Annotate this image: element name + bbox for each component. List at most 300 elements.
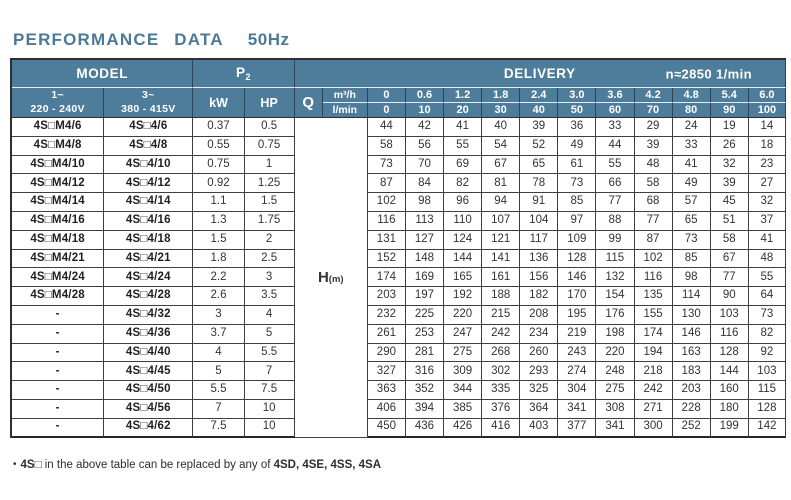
- head-value-cell: 78: [520, 174, 558, 193]
- head-value-cell: 275: [596, 381, 634, 400]
- model-single-phase-cell: 4S□M4/18: [12, 231, 104, 250]
- head-value-cell: 115: [749, 381, 786, 400]
- head-value-cell: 341: [596, 419, 634, 438]
- head-value-cell: 41: [444, 118, 482, 137]
- model-single-phase-cell: 4S□M4/28: [12, 287, 104, 306]
- model-single-phase-cell: 4S□M4/12: [12, 174, 104, 193]
- head-value-cell: 124: [444, 231, 482, 250]
- model-single-phase-cell: -: [12, 325, 104, 344]
- head-value-cell: 327: [368, 362, 406, 381]
- head-value-cell: 242: [635, 381, 673, 400]
- head-value-cell: 55: [596, 156, 634, 175]
- hp-cell: 7: [245, 362, 295, 381]
- head-value-cell: 304: [558, 381, 596, 400]
- head-value-cell: 127: [406, 231, 444, 250]
- model-three-phase-cell: 4S□4/18: [104, 231, 193, 250]
- model-single-phase-cell: -: [12, 381, 104, 400]
- speed-label: n≈2850 1/min: [665, 66, 752, 81]
- model-three-phase-cell: 4S□4/16: [104, 212, 193, 231]
- flow-lmin-value: 90: [711, 103, 749, 118]
- head-value-cell: 116: [635, 268, 673, 287]
- head-value-cell: 268: [482, 344, 520, 363]
- head-value-cell: 77: [635, 212, 673, 231]
- head-value-cell: 135: [635, 287, 673, 306]
- head-value-cell: 232: [368, 306, 406, 325]
- head-value-cell: 436: [406, 419, 444, 438]
- head-value-cell: 416: [482, 419, 520, 438]
- head-value-cell: 77: [596, 193, 634, 212]
- hp-cell: 3: [245, 268, 295, 287]
- head-value-cell: 113: [406, 212, 444, 231]
- head-value-cell: 84: [406, 174, 444, 193]
- kw-cell: 7: [193, 400, 244, 419]
- head-value-cell: 114: [673, 287, 711, 306]
- head-value-cell: 77: [711, 268, 749, 287]
- head-value-cell: 67: [711, 250, 749, 269]
- head-value-cell: 188: [482, 287, 520, 306]
- head-value-cell: 377: [558, 419, 596, 438]
- head-value-cell: 220: [596, 344, 634, 363]
- model-three-phase-cell: 4S□4/12: [104, 174, 193, 193]
- model-three-phase-cell: 4S□4/56: [104, 400, 193, 419]
- head-value-cell: 403: [520, 419, 558, 438]
- head-value-cell: 253: [406, 325, 444, 344]
- head-value-cell: 194: [635, 344, 673, 363]
- head-value-cell: 54: [482, 137, 520, 156]
- head-value-cell: 67: [482, 156, 520, 175]
- head-value-cell: 49: [558, 137, 596, 156]
- flow-m3h-value: 4.8: [673, 88, 711, 103]
- model-three-phase-cell: 4S□4/28: [104, 287, 193, 306]
- p2-subscript: 2: [245, 72, 252, 82]
- table-row: [12, 325, 786, 344]
- performance-table: [10, 58, 786, 438]
- hp-cell: 0.5: [245, 118, 295, 137]
- table-row: [12, 381, 786, 400]
- head-value-cell: 55: [749, 268, 786, 287]
- model-single-phase-cell: 4S□M4/16: [12, 212, 104, 231]
- head-value-cell: 18: [749, 137, 786, 156]
- col-single-phase: [12, 88, 104, 118]
- head-value-cell: 65: [673, 212, 711, 231]
- head-value-cell: 146: [558, 268, 596, 287]
- head-value-cell: 335: [482, 381, 520, 400]
- head-value-cell: 103: [711, 306, 749, 325]
- head-value-cell: 107: [482, 212, 520, 231]
- table-row: [12, 344, 786, 363]
- head-value-cell: 90: [711, 287, 749, 306]
- head-value-cell: 128: [749, 400, 786, 419]
- head-value-cell: 57: [673, 193, 711, 212]
- head-value-cell: 52: [520, 137, 558, 156]
- head-value-cell: 45: [711, 193, 749, 212]
- head-value-cell: 293: [520, 362, 558, 381]
- head-value-cell: 152: [368, 250, 406, 269]
- head-value-cell: 198: [596, 325, 634, 344]
- head-value-cell: 44: [368, 118, 406, 137]
- head-value-cell: 14: [749, 118, 786, 137]
- kw-cell: 5.5: [193, 381, 244, 400]
- hp-cell: 3.5: [245, 287, 295, 306]
- head-value-cell: 61: [558, 156, 596, 175]
- head-value-cell: 103: [749, 362, 786, 381]
- flow-m3h-value: 3.0: [558, 88, 596, 103]
- flow-lmin-value: 50: [558, 103, 596, 118]
- head-value-cell: 44: [596, 137, 634, 156]
- table-row: [12, 306, 786, 325]
- model-three-phase-cell: 4S□4/40: [104, 344, 193, 363]
- head-value-cell: 29: [635, 118, 673, 137]
- head-value-cell: 426: [444, 419, 482, 438]
- head-value-cell: 102: [635, 250, 673, 269]
- head-value-cell: 155: [635, 306, 673, 325]
- head-value-cell: 195: [558, 306, 596, 325]
- page-title: [13, 30, 289, 50]
- head-value-cell: 39: [711, 174, 749, 193]
- head-value-cell: 41: [749, 231, 786, 250]
- flow-m3h-value: 6.0: [749, 88, 786, 103]
- model-three-phase-cell: 4S□4/10: [104, 156, 193, 175]
- head-value-cell: 300: [635, 419, 673, 438]
- head-value-cell: 39: [635, 137, 673, 156]
- hp-cell: 10: [245, 419, 295, 438]
- head-value-cell: 55: [444, 137, 482, 156]
- head-value-cell: 376: [482, 400, 520, 419]
- flow-m3h-value: 4.2: [635, 88, 673, 103]
- head-value-cell: 104: [520, 212, 558, 231]
- head-value-cell: 148: [406, 250, 444, 269]
- head-value-cell: 37: [749, 212, 786, 231]
- flow-lmin-value: 60: [596, 103, 634, 118]
- head-value-cell: 182: [520, 287, 558, 306]
- kw-cell: 2.2: [193, 268, 244, 287]
- head-value-cell: 88: [596, 212, 634, 231]
- head-value-cell: 219: [558, 325, 596, 344]
- head-label-cell: [295, 118, 368, 438]
- model-three-phase-cell: 4S□4/32: [104, 306, 193, 325]
- head-value-cell: 160: [711, 381, 749, 400]
- head-value-cell: 234: [520, 325, 558, 344]
- head-value-cell: 98: [673, 268, 711, 287]
- model-three-phase-cell: 4S□4/24: [104, 268, 193, 287]
- head-value-cell: 48: [635, 156, 673, 175]
- head-value-cell: 406: [368, 400, 406, 419]
- head-value-cell: 70: [406, 156, 444, 175]
- head-value-cell: 32: [749, 193, 786, 212]
- head-value-cell: 33: [596, 118, 634, 137]
- hp-cell: 5: [245, 325, 295, 344]
- flow-m3h-value: 5.4: [711, 88, 749, 103]
- head-value-cell: 192: [444, 287, 482, 306]
- hp-cell: 0.75: [245, 137, 295, 156]
- head-value-cell: 242: [482, 325, 520, 344]
- head-value-cell: 394: [406, 400, 444, 419]
- head-value-cell: 110: [444, 212, 482, 231]
- kw-cell: 5: [193, 362, 244, 381]
- head-value-cell: 165: [444, 268, 482, 287]
- hp-cell: 1: [245, 156, 295, 175]
- model-three-phase-cell: 4S□4/8: [104, 137, 193, 156]
- footnote-text: in the above table can be replaced by any of: [41, 459, 274, 471]
- head-value-cell: 32: [711, 156, 749, 175]
- kw-cell: 2.6: [193, 287, 244, 306]
- head-symbol: H: [317, 268, 329, 286]
- head-value-cell: 42: [406, 118, 444, 137]
- head-value-cell: 92: [749, 344, 786, 363]
- head-value-cell: 73: [558, 174, 596, 193]
- model-three-phase-cell: 4S□4/21: [104, 250, 193, 269]
- head-value-cell: 220: [444, 306, 482, 325]
- head-value-cell: 49: [673, 174, 711, 193]
- model-single-phase-cell: -: [12, 362, 104, 381]
- head-value-cell: 94: [482, 193, 520, 212]
- table-row: [12, 287, 786, 306]
- kw-cell: 1.3: [193, 212, 244, 231]
- head-value-cell: 341: [558, 400, 596, 419]
- table-row: [12, 250, 786, 269]
- head-value-cell: 218: [635, 362, 673, 381]
- head-value-cell: 87: [368, 174, 406, 193]
- phase3-symbol: 3~: [142, 88, 155, 101]
- head-value-cell: 19: [711, 118, 749, 137]
- table-row: [12, 400, 786, 419]
- model-single-phase-cell: -: [12, 306, 104, 325]
- footnote: [13, 459, 381, 471]
- model-single-phase-cell: -: [12, 344, 104, 363]
- bullet-icon: •: [13, 459, 17, 470]
- head-value-cell: 109: [558, 231, 596, 250]
- head-value-cell: 39: [520, 118, 558, 137]
- head-value-cell: 48: [749, 250, 786, 269]
- head-value-cell: 98: [406, 193, 444, 212]
- title-text: PERFORMANCE DATA: [13, 30, 224, 49]
- head-value-cell: 99: [596, 231, 634, 250]
- head-value-cell: 252: [673, 419, 711, 438]
- head-value-cell: 91: [520, 193, 558, 212]
- head-value-cell: 121: [482, 231, 520, 250]
- hp-cell: 1.5: [245, 193, 295, 212]
- head-value-cell: 82: [749, 325, 786, 344]
- head-value-cell: 174: [368, 268, 406, 287]
- head-value-cell: 260: [520, 344, 558, 363]
- table-row: [12, 231, 786, 250]
- head-value-cell: 87: [635, 231, 673, 250]
- col-three-phase: [104, 88, 193, 118]
- header-flow-m3h-row: [12, 88, 786, 103]
- head-value-cell: 199: [711, 419, 749, 438]
- head-value-cell: 141: [482, 250, 520, 269]
- kw-cell: 4: [193, 344, 244, 363]
- head-value-cell: 161: [482, 268, 520, 287]
- head-value-cell: 40: [482, 118, 520, 137]
- head-value-cell: 65: [520, 156, 558, 175]
- head-value-cell: 309: [444, 362, 482, 381]
- head-value-cell: 58: [368, 137, 406, 156]
- head-value-cell: 85: [673, 250, 711, 269]
- flow-m3h-value: 2.4: [520, 88, 558, 103]
- hp-cell: 2: [245, 231, 295, 250]
- flow-m3h-value: 3.6: [596, 88, 634, 103]
- kw-cell: 3.7: [193, 325, 244, 344]
- head-value-cell: 274: [558, 362, 596, 381]
- model-three-phase-cell: 4S□4/45: [104, 362, 193, 381]
- kw-cell: 1.8: [193, 250, 244, 269]
- head-value-cell: 316: [406, 362, 444, 381]
- head-value-cell: 97: [558, 212, 596, 231]
- head-value-cell: 58: [711, 231, 749, 250]
- model-single-phase-cell: 4S□M4/8: [12, 137, 104, 156]
- head-value-cell: 36: [558, 118, 596, 137]
- head-value-cell: 144: [444, 250, 482, 269]
- kw-cell: 0.75: [193, 156, 244, 175]
- table-row: [12, 268, 786, 287]
- head-value-cell: 132: [596, 268, 634, 287]
- head-value-cell: 56: [406, 137, 444, 156]
- table-row: [12, 212, 786, 231]
- table-row: [12, 362, 786, 381]
- model-single-phase-cell: -: [12, 419, 104, 438]
- head-value-cell: 228: [673, 400, 711, 419]
- head-value-cell: 215: [482, 306, 520, 325]
- head-value-cell: 180: [711, 400, 749, 419]
- phase1-symbol: 1~: [51, 88, 64, 101]
- flow-m3h-value: 0.6: [406, 88, 444, 103]
- head-value-cell: 73: [368, 156, 406, 175]
- kw-cell: 7.5: [193, 419, 244, 438]
- head-value-cell: 243: [558, 344, 596, 363]
- flow-lmin-value: 20: [444, 103, 482, 118]
- kw-cell: 0.55: [193, 137, 244, 156]
- head-value-cell: 33: [673, 137, 711, 156]
- model-single-phase-cell: 4S□M4/14: [12, 193, 104, 212]
- head-value-cell: 308: [596, 400, 634, 419]
- frequency-label: 50Hz: [247, 30, 290, 49]
- head-value-cell: 24: [673, 118, 711, 137]
- flow-lmin-value: 80: [673, 103, 711, 118]
- head-value-cell: 96: [444, 193, 482, 212]
- model-single-phase-cell: -: [12, 400, 104, 419]
- head-value-cell: 176: [596, 306, 634, 325]
- head-value-cell: 247: [444, 325, 482, 344]
- head-value-cell: 271: [635, 400, 673, 419]
- head-value-cell: 248: [596, 362, 634, 381]
- head-value-cell: 27: [749, 174, 786, 193]
- head-value-cell: 146: [673, 325, 711, 344]
- header-p2: [193, 60, 294, 88]
- table-row: [12, 193, 786, 212]
- hp-cell: 5.5: [245, 344, 295, 363]
- flow-lmin-value: 40: [520, 103, 558, 118]
- kw-cell: 0.92: [193, 174, 244, 193]
- head-value-cell: 302: [482, 362, 520, 381]
- head-value-cell: 203: [368, 287, 406, 306]
- head-value-cell: 225: [406, 306, 444, 325]
- model-single-phase-cell: 4S□M4/10: [12, 156, 104, 175]
- kw-cell: 1.5: [193, 231, 244, 250]
- head-value-cell: 116: [711, 325, 749, 344]
- head-value-cell: 51: [711, 212, 749, 231]
- head-value-cell: 117: [520, 231, 558, 250]
- head-value-cell: 156: [520, 268, 558, 287]
- hp-cell: 1.25: [245, 174, 295, 193]
- head-value-cell: 275: [444, 344, 482, 363]
- head-value-cell: 128: [558, 250, 596, 269]
- head-value-cell: 26: [711, 137, 749, 156]
- head-value-cell: 116: [368, 212, 406, 231]
- head-value-cell: 64: [749, 287, 786, 306]
- head-value-cell: 102: [368, 193, 406, 212]
- header-group-row: [12, 60, 786, 88]
- model-single-phase-cell: 4S□M4/21: [12, 250, 104, 269]
- head-value-cell: 183: [673, 362, 711, 381]
- head-value-cell: 261: [368, 325, 406, 344]
- model-three-phase-cell: 4S□4/36: [104, 325, 193, 344]
- table-row: [12, 156, 786, 175]
- table-row: [12, 174, 786, 193]
- head-value-cell: 115: [596, 250, 634, 269]
- head-value-cell: 344: [444, 381, 482, 400]
- model-three-phase-cell: 4S□4/50: [104, 381, 193, 400]
- head-value-cell: 197: [406, 287, 444, 306]
- model-single-phase-cell: 4S□M4/24: [12, 268, 104, 287]
- flow-lmin-value: 100: [749, 103, 786, 118]
- unit-m3h: m³/h: [323, 88, 368, 103]
- model-three-phase-cell: 4S□4/14: [104, 193, 193, 212]
- head-value-cell: 144: [711, 362, 749, 381]
- p2-label: P: [235, 65, 246, 80]
- hp-cell: 2.5: [245, 250, 295, 269]
- head-value-cell: 169: [406, 268, 444, 287]
- head-value-cell: 128: [711, 344, 749, 363]
- hp-cell: 10: [245, 400, 295, 419]
- flow-lmin-value: 30: [482, 103, 520, 118]
- flow-lmin-value: 70: [635, 103, 673, 118]
- head-value-cell: 281: [406, 344, 444, 363]
- head-value-cell: 69: [444, 156, 482, 175]
- phase3-voltage: 380 - 415V: [121, 102, 176, 115]
- footnote-models: 4SD, 4SE, 4SS, 4SA: [273, 459, 381, 471]
- flow-lmin-value: 0: [368, 103, 406, 118]
- head-value-cell: 385: [444, 400, 482, 419]
- footnote-model-code: 4S□: [20, 459, 42, 471]
- head-value-cell: 363: [368, 381, 406, 400]
- hp-cell: 4: [245, 306, 295, 325]
- delivery-label: DELIVERY: [503, 66, 576, 81]
- phase1-voltage: 220 - 240V: [30, 102, 85, 115]
- col-hp: HP: [245, 88, 295, 118]
- head-value-cell: 174: [635, 325, 673, 344]
- kw-cell: 0.37: [193, 118, 244, 137]
- head-value-cell: 142: [749, 419, 786, 438]
- head-value-cell: 136: [520, 250, 558, 269]
- header-delivery: [295, 60, 786, 88]
- head-value-cell: 154: [596, 287, 634, 306]
- flow-lmin-value: 10: [406, 103, 444, 118]
- flow-m3h-value: 0: [368, 88, 406, 103]
- q-label: Q: [295, 88, 323, 118]
- flow-m3h-value: 1.2: [444, 88, 482, 103]
- col-kw: kW: [193, 88, 244, 118]
- header-model: MODEL: [12, 60, 193, 88]
- head-value-cell: 58: [635, 174, 673, 193]
- head-value-cell: 23: [749, 156, 786, 175]
- head-value-cell: 82: [444, 174, 482, 193]
- head-value-cell: 130: [673, 306, 711, 325]
- head-value-cell: 68: [635, 193, 673, 212]
- head-value-cell: 290: [368, 344, 406, 363]
- head-value-cell: 208: [520, 306, 558, 325]
- head-value-cell: 364: [520, 400, 558, 419]
